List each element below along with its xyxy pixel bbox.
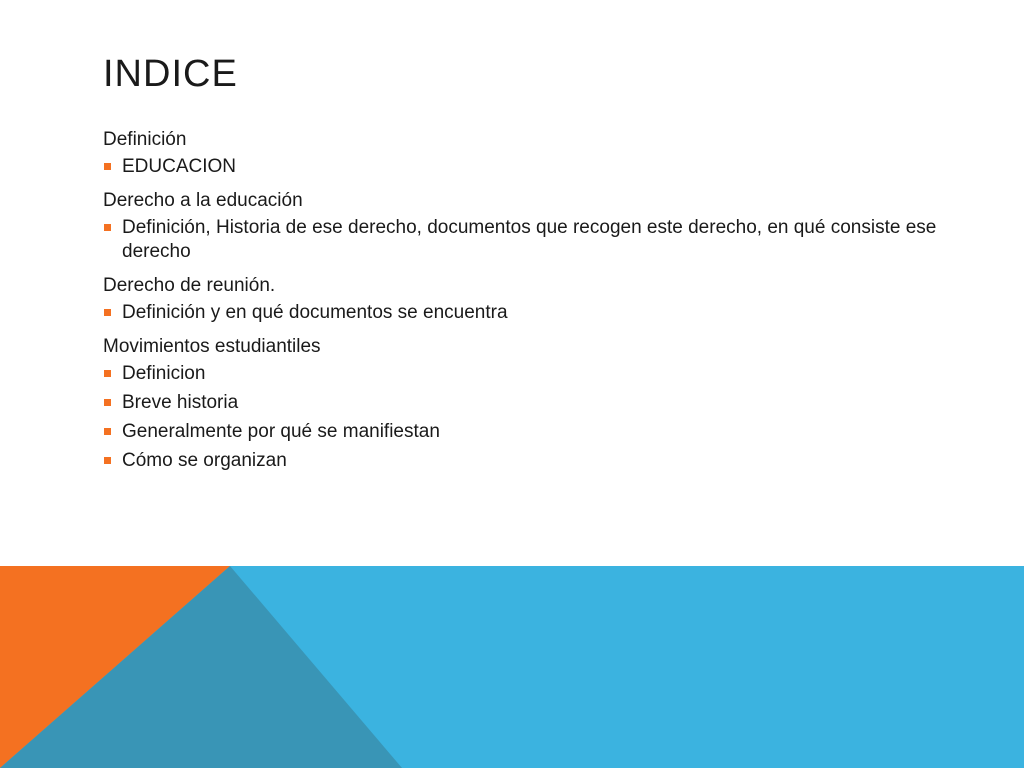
bullet-item	[103, 420, 943, 444]
bullet-text: Generalmente por qué se manifiestan	[122, 421, 440, 442]
decorative-footer-band	[0, 566, 1024, 768]
bullet-text: EDUCACION	[122, 156, 237, 177]
bullet-list	[103, 155, 943, 179]
bullet-list	[103, 362, 943, 473]
bullet-text: Breve historia	[122, 392, 239, 413]
section-definicion	[103, 127, 943, 179]
section-movimientos-estudiantiles	[103, 334, 943, 473]
square-bullet-icon	[104, 399, 111, 406]
bullet-item	[103, 216, 943, 264]
section-heading: Derecho de reunión.	[103, 275, 276, 296]
square-bullet-icon	[104, 428, 111, 435]
bullet-item	[103, 449, 943, 473]
slide-title: INDICE	[103, 53, 238, 95]
bullet-item	[103, 391, 943, 415]
section-heading: Derecho a la educación	[103, 190, 303, 211]
square-bullet-icon	[104, 457, 111, 464]
bullet-list	[103, 301, 943, 325]
bullet-text: Definición, Historia de ese derecho, documentos que recogen este derecho, en qué consiste ese derecho	[122, 217, 937, 262]
square-bullet-icon	[104, 224, 111, 231]
square-bullet-icon	[104, 163, 111, 170]
section-heading: Definición	[103, 129, 187, 150]
bullet-list	[103, 216, 943, 264]
bullet-item	[103, 362, 943, 386]
section-derecho-reunion	[103, 273, 943, 325]
bullet-text: Cómo se organizan	[122, 450, 287, 471]
section-derecho-educacion	[103, 188, 943, 264]
bullet-item	[103, 301, 943, 325]
bullet-text: Definición y en qué documentos se encuentra	[122, 302, 508, 323]
bullet-text: Definicion	[122, 363, 206, 384]
bullet-item	[103, 155, 943, 179]
slide-content	[103, 127, 943, 482]
section-heading: Movimientos estudiantiles	[103, 336, 321, 357]
square-bullet-icon	[104, 309, 111, 316]
square-bullet-icon	[104, 370, 111, 377]
